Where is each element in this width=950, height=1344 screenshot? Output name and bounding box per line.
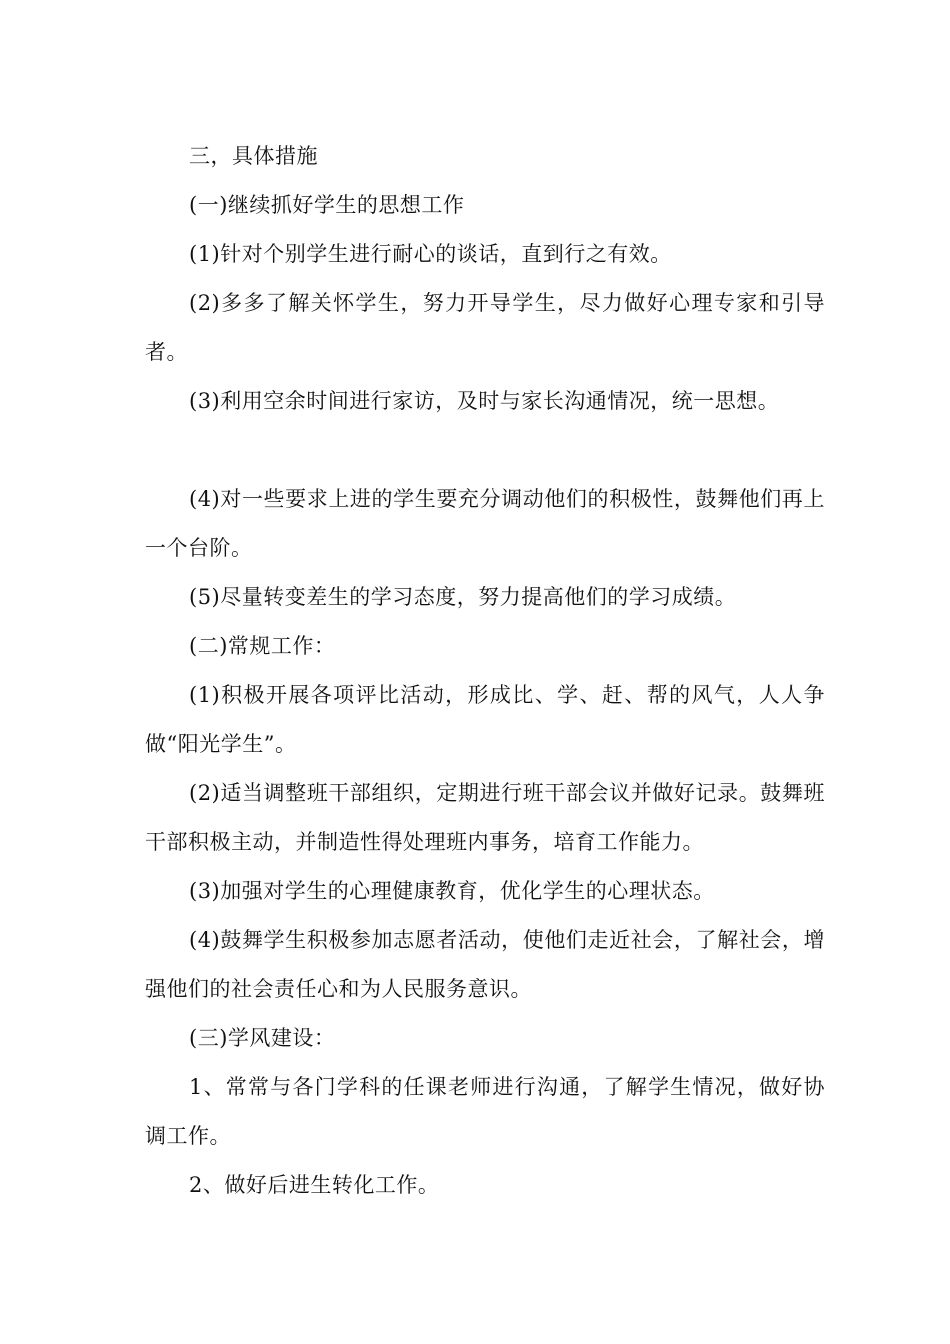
paragraph: (5)尽量转变差生的学习态度，努力提高他们的学习成绩。 bbox=[189, 585, 737, 609]
section-heading: 三，具体措施 bbox=[189, 144, 318, 168]
subsection-heading: (三)学风建设： bbox=[189, 1026, 336, 1050]
document-body bbox=[145, 132, 825, 1210]
paragraph: (2)适当调整班干部组织，定期进行班干部会议并做好记录。鼓舞班干部积极主动，并制造性得处理班内事务，培育工作能力。 bbox=[145, 781, 825, 854]
subsection-heading: (二)常规工作： bbox=[189, 634, 336, 658]
paragraph: (2)多多了解关怀学生，努力开导学生，尽力做好心理专家和引导者。 bbox=[145, 291, 825, 364]
paragraph: (1)针对个别学生进行耐心的谈话，直到行之有效。 bbox=[189, 242, 672, 266]
subsection-heading: (一)继续抓好学生的思想工作 bbox=[189, 193, 465, 217]
paragraph: 1、常常与各门学科的任课老师进行沟通，了解学生情况，做好协调工作。 bbox=[145, 1075, 825, 1148]
paragraph: 2、做好后进生转化工作。 bbox=[189, 1173, 440, 1197]
paragraph: (3)利用空余时间进行家访，及时与家长沟通情况，统一思想。 bbox=[189, 389, 780, 413]
paragraph: (3)加强对学生的心理健康教育，优化学生的心理状态。 bbox=[189, 879, 715, 903]
paragraph: (4)鼓舞学生积极参加志愿者活动，使他们走近社会，了解社会，增强他们的社会责任心和为人民服务意识。 bbox=[145, 928, 825, 1001]
paragraph: (1)积极开展各项评比活动，形成比、学、赶、帮的风气，人人争做“阳光学生”。 bbox=[145, 683, 825, 756]
blank-line bbox=[145, 426, 825, 475]
paragraph: (4)对一些要求上进的学生要充分调动他们的积极性，鼓舞他们再上一个台阶。 bbox=[145, 487, 825, 560]
